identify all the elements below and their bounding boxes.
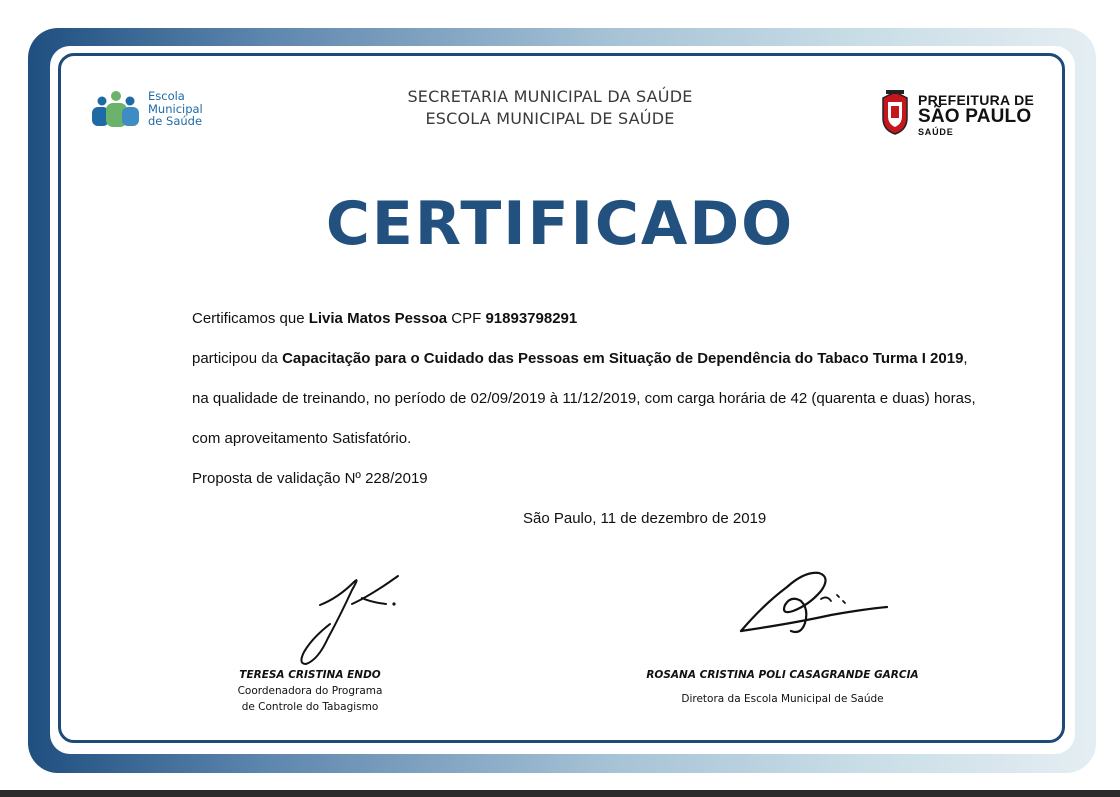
prefeitura-line2: SÃO PAULO — [918, 106, 1032, 127]
escola-municipal-logo-text — [148, 90, 203, 128]
body-line-validation: Proposta de validação Nº 228/2019 — [192, 470, 428, 487]
certificate-title: CERTIFICADO — [325, 189, 795, 259]
logo-text-line1: Escola — [148, 89, 185, 103]
course-prefix: participou da — [192, 350, 283, 367]
logo-text-line3: de Saúde — [148, 114, 203, 128]
signature-2-name: ROSANA CRISTINA POLI CASAGRANDE GARCIA — [646, 669, 919, 681]
signature-1-role — [190, 683, 430, 715]
signature-2-handwritten — [735, 565, 895, 640]
course-name: Capacitação para o Cuidado das Pessoas em Situação de Dependência do Tabaco Turma I 2019 — [282, 350, 964, 367]
issue-date: São Paulo, 11 de dezembro de 2019 — [523, 510, 767, 527]
signature-1-role-line1: Coordenadora do Programa — [237, 685, 383, 697]
logo-text-line2: Municipal — [148, 101, 203, 116]
body-line-course — [192, 350, 968, 367]
signature-1-role-line2: de Controle do Tabagismo — [241, 701, 379, 713]
participant-name: Livia Matos Pessoa — [308, 310, 448, 327]
bottom-bar — [0, 790, 1120, 797]
header-institution — [360, 86, 740, 130]
signature-2-role: Diretora da Escola Municipal de Saúde — [681, 693, 884, 705]
course-suffix: , — [963, 350, 968, 367]
prefeitura-line3: SAÚDE — [918, 127, 954, 137]
signature-1-name: TERESA CRISTINA ENDO — [239, 669, 381, 681]
participant-cpf: 91893798291 — [485, 310, 578, 327]
certify-prefix: Certificamos que — [192, 310, 309, 327]
body-line-result: com aproveitamento Satisfatório. — [192, 430, 412, 447]
body-line-certify — [192, 310, 577, 327]
body-line-period: na qualidade de treinando, no período de 02/09/2019 à 11/12/2019, com carga horária de 42 (quarenta e duas) horas, — [192, 390, 976, 407]
cpf-label: CPF — [447, 310, 486, 327]
prefeitura-line1: PREFEITURA DE — [918, 92, 1035, 108]
header-line1: SECRETARIA MUNICIPAL DA SAÚDE — [407, 87, 693, 106]
signature-1-handwritten — [290, 568, 410, 668]
header-line2: ESCOLA MUNICIPAL DE SAÚDE — [425, 109, 675, 128]
prefeitura-logo-text — [918, 93, 1034, 138]
